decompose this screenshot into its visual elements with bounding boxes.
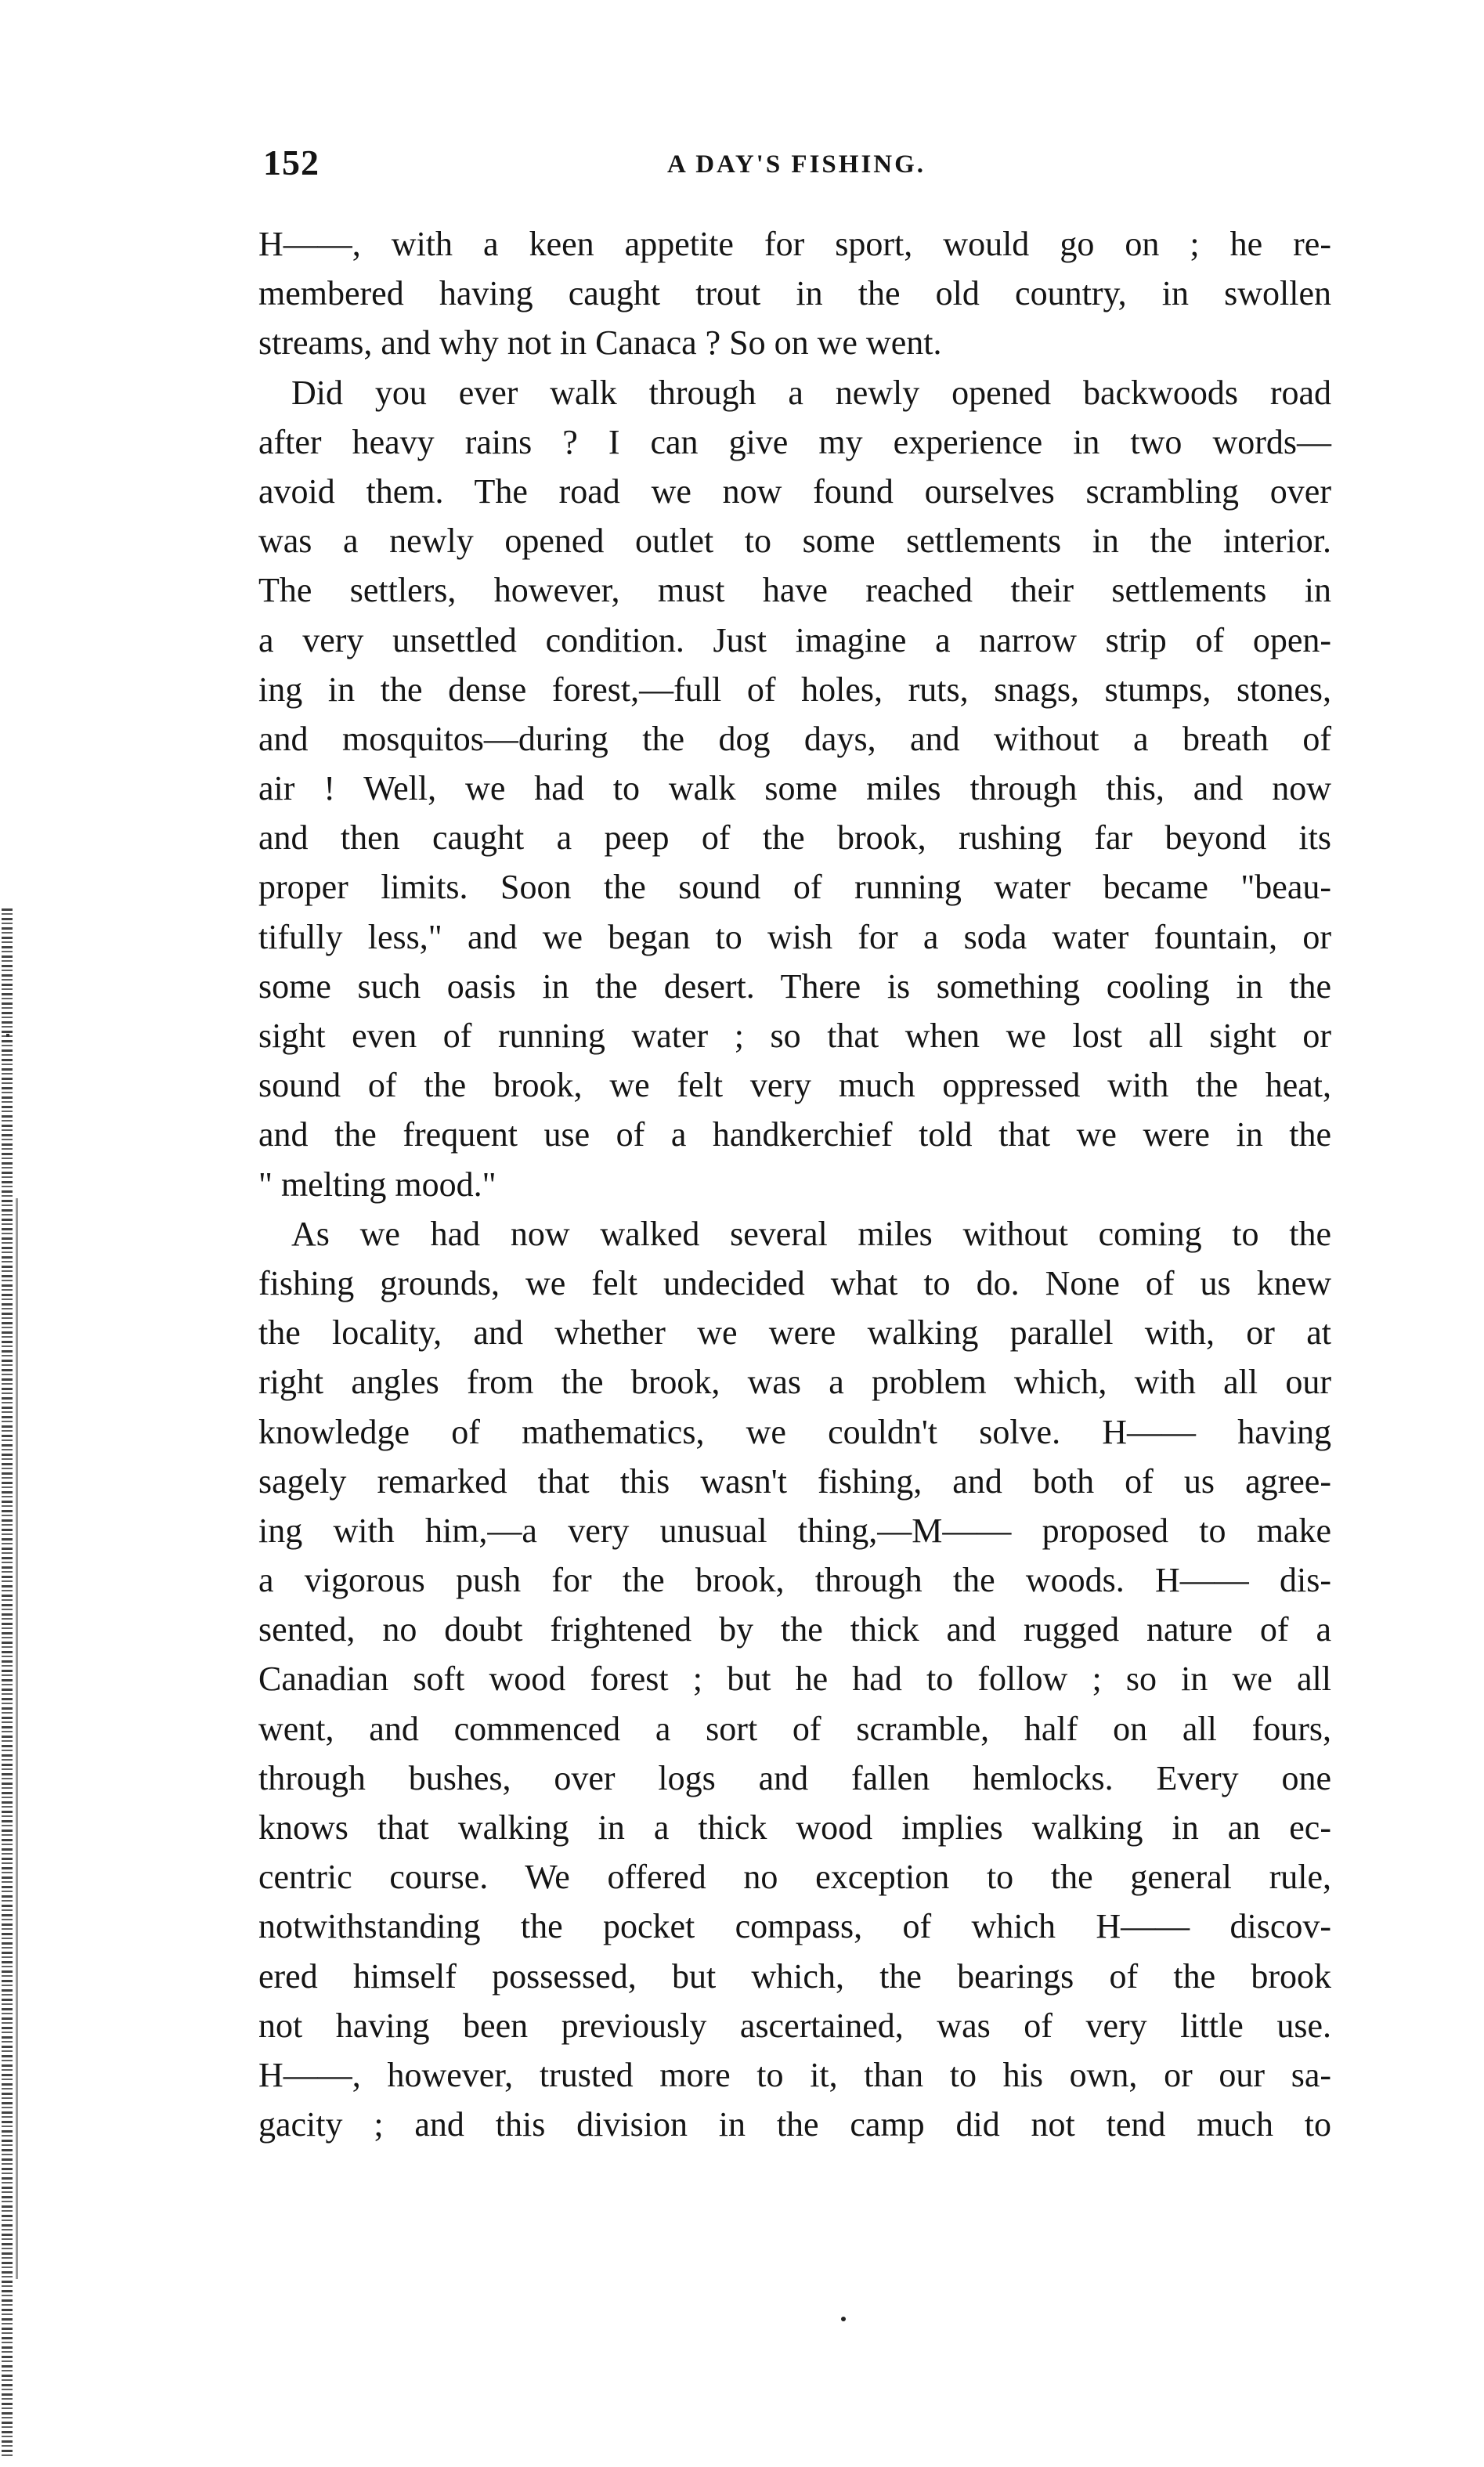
page-number: 152 bbox=[263, 143, 320, 182]
text-line: a very unsettled condition. Just imagine a narrow strip of open- bbox=[258, 620, 1331, 659]
scan-speck bbox=[6, 1034, 9, 1037]
text-line: the locality, and whether we were walking parallel with, or at bbox=[258, 1313, 1331, 1353]
text-line: Did you ever walk through a newly opened backwoods road bbox=[291, 373, 1331, 412]
text-line: " melting mood." bbox=[258, 1165, 496, 1204]
text-line: sound of the brook, we felt very much oppressed with the heat, bbox=[258, 1066, 1331, 1105]
text-line: ing with him,—a very unusual thing,—M—— proposed to make bbox=[258, 1511, 1331, 1550]
text-line: fishing grounds, we felt undecided what to do. None of us knew bbox=[258, 1263, 1331, 1302]
text-line: and mosquitos—during the dog days, and without a breath of bbox=[258, 719, 1331, 758]
text-line: not having been previously ascertained, was of very little use. bbox=[258, 2006, 1331, 2045]
text-line: proper limits. Soon the sound of running water became "beau- bbox=[258, 868, 1331, 907]
scan-edge-artifact bbox=[2, 908, 13, 2459]
text-line: notwithstanding the pocket compass, of which H—— discov- bbox=[258, 1907, 1331, 1946]
page-header bbox=[263, 139, 1330, 186]
text-line: right angles from the brook, was a problem which, with all our bbox=[258, 1363, 1331, 1402]
scan-edge-line bbox=[16, 1198, 18, 2279]
text-line: knows that walking in a thick wood implies walking in an ec- bbox=[258, 1808, 1331, 1847]
text-line: sagely remarked that this wasn't fishing, and both of us agree- bbox=[258, 1461, 1331, 1501]
text-line: went, and commenced a sort of scramble, half on all fours, bbox=[258, 1709, 1331, 1748]
print-speck bbox=[841, 2317, 846, 2321]
text-line: sight even of running water ; so that when we lost all sight or bbox=[258, 1017, 1331, 1055]
text-line: through bushes, over logs and fallen hemlocks. Every one bbox=[258, 1758, 1331, 1797]
text-line: membered having caught trout in the old country, in swollen bbox=[258, 274, 1331, 313]
text-line: ered himself possessed, but which, the bearings of the brook bbox=[258, 1956, 1331, 1996]
text-line: sented, no doubt frightened by the thick and rugged nature of a bbox=[258, 1610, 1331, 1649]
text-line: tifully less," and we began to wish for a soda water fountain, or bbox=[258, 917, 1331, 956]
text-line: gacity ; and this division in the camp did not tend much to bbox=[258, 2105, 1331, 2144]
text-line: and then caught a peep of the brook, rushing far beyond its bbox=[258, 818, 1331, 858]
text-line: centric course. We offered no exception to the general rule, bbox=[258, 1858, 1331, 1897]
text-line: As we had now walked several miles without coming to the bbox=[291, 1214, 1331, 1253]
text-line: and the frequent use of a handkerchief told that we were in the bbox=[258, 1115, 1331, 1154]
text-line: air ! Well, we had to walk some miles through this, and now bbox=[258, 769, 1331, 808]
text-line: H——, with a keen appetite for sport, would go on ; he re- bbox=[258, 225, 1331, 263]
text-line: The settlers, however, must have reached their settlements in bbox=[258, 571, 1331, 610]
text-line: avoid them. The road we now found ourselves scrambling over bbox=[258, 471, 1331, 511]
running-head: A DAY'S FISHING. bbox=[666, 150, 926, 179]
text-line: Canadian soft wood forest ; but he had to follow ; so in we all bbox=[258, 1660, 1331, 1699]
text-line: some such oasis in the desert. There is something cooling in the bbox=[258, 966, 1331, 1006]
body-text bbox=[258, 219, 1331, 2149]
text-line: ing in the dense forest,—full of holes, ruts, snags, stumps, stones, bbox=[258, 670, 1331, 709]
text-line: a vigorous push for the brook, through the woods. H—— dis- bbox=[258, 1561, 1331, 1600]
text-line: knowledge of mathematics, we couldn't solve. H—— having bbox=[258, 1412, 1331, 1451]
text-line: H——, however, trusted more to it, than to his own, or our sa- bbox=[258, 2055, 1331, 2094]
text-line: streams, and why not in Canaca ? So on we went. bbox=[258, 323, 942, 363]
text-line: after heavy rains ? I can give my experience in two words— bbox=[258, 422, 1331, 461]
text-line: was a newly opened outlet to some settlements in the interior. bbox=[258, 522, 1331, 561]
